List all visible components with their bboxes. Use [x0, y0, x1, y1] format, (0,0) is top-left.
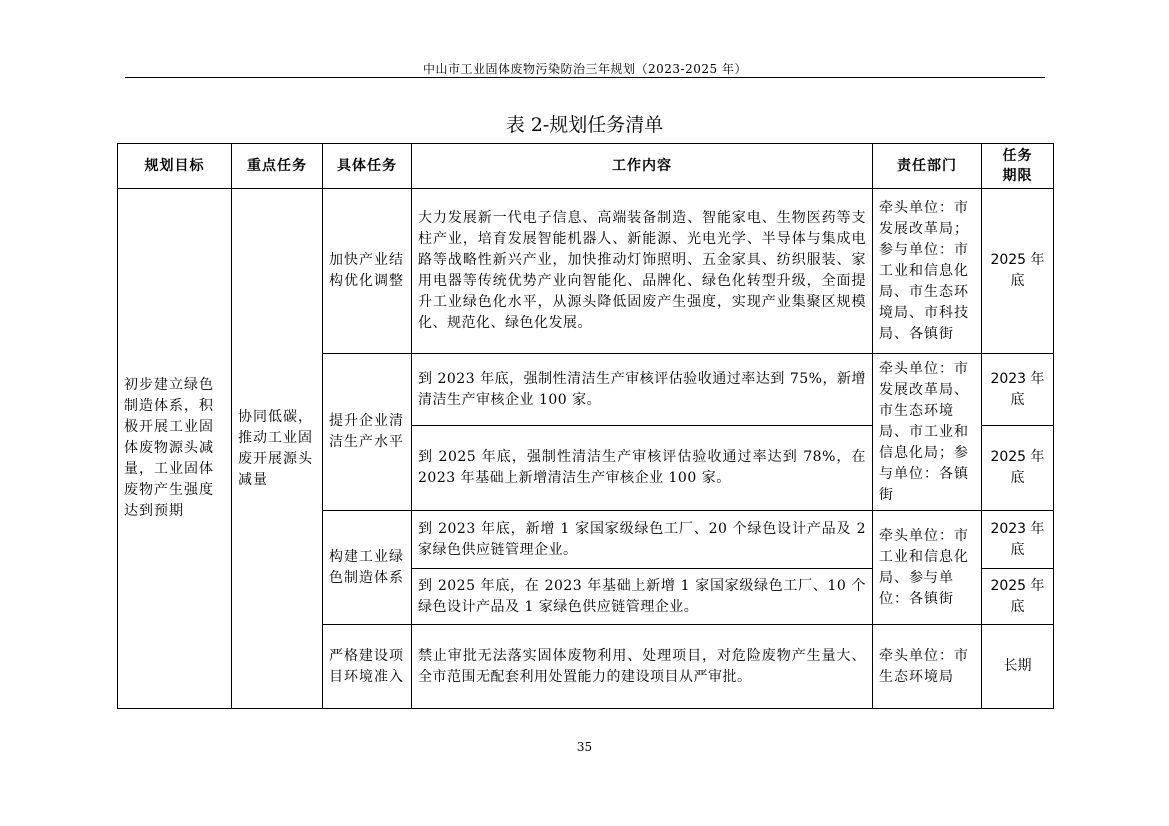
deadline-cell: 2025 年底 — [982, 569, 1054, 625]
deadline-cell: 长期 — [982, 625, 1054, 709]
col-header-goal: 规划目标 — [118, 144, 232, 189]
specific-task-cell: 构建工业绿色制造体系 — [323, 511, 412, 625]
specific-task-cell: 提升企业清洁生产水平 — [323, 354, 412, 511]
col-header-key-task: 重点任务 — [232, 144, 323, 189]
content-cell: 到 2023 年底，新增 1 家国家级绿色工厂、20 个绿色设计产品及 2 家绿色供应链管理企业。 — [412, 511, 873, 569]
dept-cell: 牵头单位：市发展改革局、市生态环境局、市工业和信息化局；参与单位：各镇街 — [873, 354, 982, 511]
deadline-cell: 2023 年底 — [982, 354, 1054, 426]
col-header-dept: 责任部门 — [873, 144, 982, 189]
content-cell: 到 2025 年底，强制性清洁生产审核评估验收通过率达到 78%，在 2023 年基础上新增清洁生产审核企业 100 家。 — [412, 426, 873, 511]
deadline-cell: 2023 年底 — [982, 511, 1054, 569]
deadline-cell: 2025 年底 — [982, 426, 1054, 511]
goal-cell: 初步建立绿色制造体系，积极开展工业固体废物源头减量，工业固体废物产生强度达到预期 — [118, 189, 232, 709]
key-task-cell: 协同低碳，推动工业固废开展源头减量 — [232, 189, 323, 709]
dept-cell: 牵头单位：市工业和信息化局、参与单位：各镇街 — [873, 511, 982, 625]
table-row — [118, 189, 1054, 354]
col-header-content: 工作内容 — [412, 144, 873, 189]
col-header-deadline: 任务期限 — [982, 144, 1054, 189]
specific-task-cell: 加快产业结构优化调整 — [323, 189, 412, 354]
task-list-table — [117, 143, 1054, 709]
content-cell: 禁止审批无法落实固体废物利用、处理项目，对危险废物产生量大、全市范围无配套利用处置能力的建设项目从严审批。 — [412, 625, 873, 709]
content-cell: 到 2025 年底，在 2023 年基础上新增 1 家国家级绿色工厂、10 个绿色设计产品及 1 家绿色供应链管理企业。 — [412, 569, 873, 625]
dept-cell: 牵头单位：市生态环境局 — [873, 625, 982, 709]
running-header: 中山市工业固体废物污染防治三年规划（2023-2025 年） — [423, 62, 747, 76]
content-cell: 到 2023 年底，强制性清洁生产审核评估验收通过率达到 75%，新增清洁生产审核企业 100 家。 — [412, 354, 873, 426]
content-cell: 大力发展新一代电子信息、高端装备制造、智能家电、生物医药等支柱产业，培育发展智能机器人、新能源、光电光学、半导体与集成电路等战略性新兴产业，加快推动灯饰照明、五金家具、纺织服装、家用电器等传统优势产业向智能化、品牌化、绿色化转型升级，全面提升工业绿色化水平，从源头降低固废产生强度，实现产业集聚区规模化、规范化、绿色化发展。 — [412, 189, 873, 354]
deadline-cell: 2025 年底 — [982, 189, 1054, 354]
dept-cell: 牵头单位：市发展改革局；参与单位：市工业和信息化局、市生态环境局、市科技局、各镇街 — [873, 189, 982, 354]
page-number: 35 — [576, 740, 593, 754]
header-rule — [125, 77, 1045, 78]
col-header-specific-task: 具体任务 — [323, 144, 412, 189]
table-header-row — [118, 144, 1054, 189]
table-title: 表 2-规划任务清单 — [505, 114, 664, 136]
specific-task-cell: 严格建设项目环境准入 — [323, 625, 412, 709]
